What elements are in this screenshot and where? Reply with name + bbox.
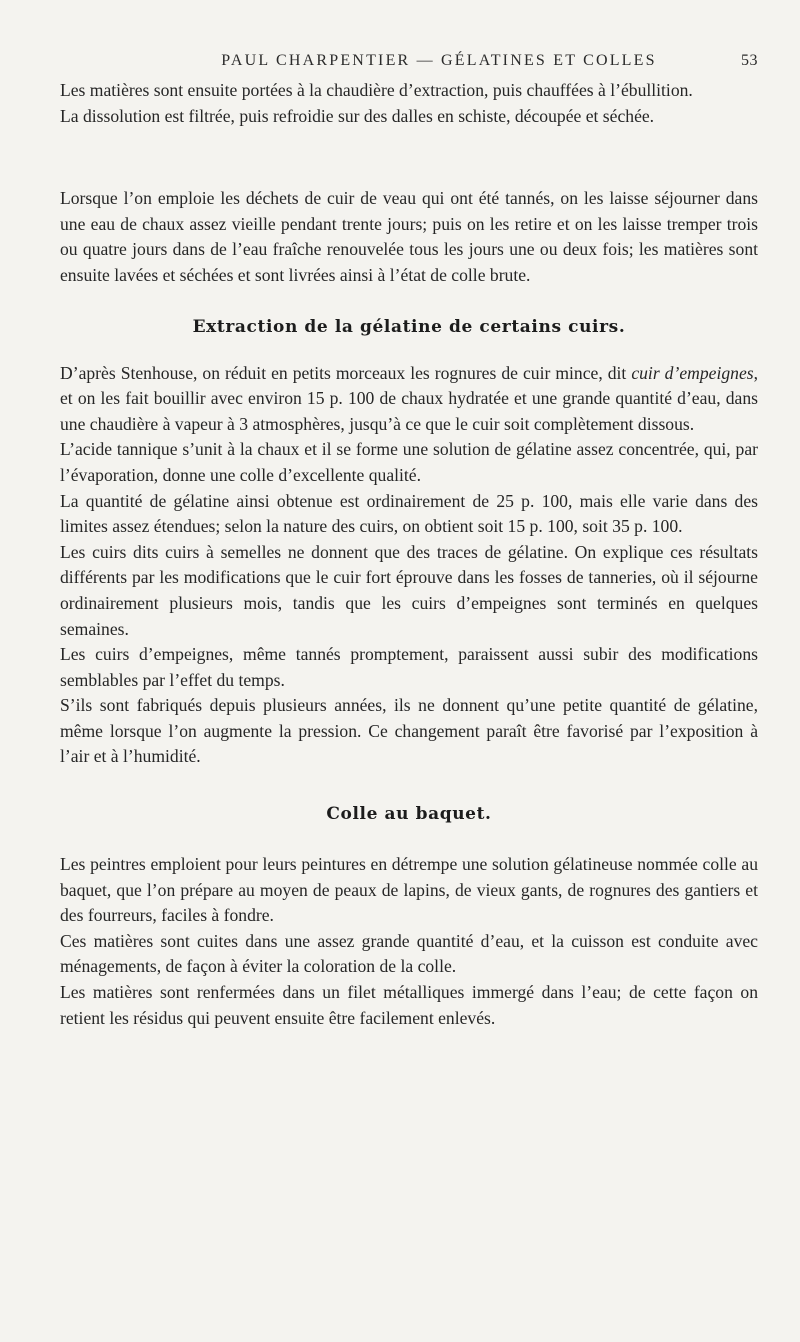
running-head bbox=[60, 52, 758, 78]
page-body bbox=[60, 78, 758, 1031]
paragraph: L’acide tannique s’unit à la chaux et il se forme une solution de gélatine assez concentrée, qui, par l’évaporation, donne une colle d’excellente qualité. bbox=[60, 439, 758, 485]
paragraph-text: D’après Stenhouse, on réduit en petits morceaux les rognures de cuir mince, dit bbox=[60, 362, 632, 383]
paragraph: Ces matières sont cuites dans une assez grande quantité d’eau, et la cuisson est conduite avec ménagements, de façon à éviter la coloration de la colle. bbox=[60, 930, 758, 977]
paragraph: Lorsque l’on emploie les déchets de cuir de veau qui ont été tannés, on les laisse séjourner dans une eau de chaux assez vieille pendant trente jours; puis on les retire et on les laisse tremper trois ou quatre jours dans de l’eau fraîche renouvelée tous les jours une ou deux fois; les matières sont ensuite lavées et séchées et sont livrées ainsi à l’état de colle brute. bbox=[60, 188, 758, 285]
paragraph: S’ils sont fabriqués depuis plusieurs années, ils ne donnent qu’une petite quantité de gélatine, même lorsque l’on augmente la pression. Ce changement paraît être favorisé par l’exposition à l’air et à l’humidité. bbox=[60, 695, 758, 767]
italic-term: cuir d’empeignes bbox=[631, 362, 754, 383]
paragraph: Les cuirs d’empeignes, même tannés promptement, paraissent aussi subir des modifications semblables par l’effet du temps. bbox=[60, 644, 758, 690]
section-heading-extraction: Extraction de la gélatine de certains cuirs. bbox=[192, 316, 626, 337]
paragraph: La quantité de gélatine ainsi obtenue est ordinairement de 25 p. 100, mais elle varie dans des limites assez étendues; selon la nature des cuirs, on obtient soit 15 p. 100, soit 35 p. 100. bbox=[60, 490, 758, 537]
paragraph: Les peintres emploient pour leurs peintures en détrempe une solution gélatineuse nommée colle au baquet, que l’on prépare au moyen de peaux de lapins, de vieux gants, de rognures des gantiers et des fourreurs, faciles à fondre. bbox=[60, 854, 758, 926]
paragraph: Les matières sont renfermées dans un filet métalliques immergé dans l’eau; de cette façon on retient les résidus qui peuvent ensuite être facilement enlevés. bbox=[60, 982, 758, 1028]
paragraph: Les cuirs dits cuirs à semelles ne donnent que des traces de gélatine. On explique ces résultats différents par les modifications que le cuir fort éprouve dans les fosses de tanneries, où il séjourne ordinairement plusieurs mois, tandis que les cuirs d’empeignes sont terminés en quelques semaines. bbox=[60, 541, 758, 639]
page-number: 53 bbox=[741, 52, 758, 69]
section-heading-baquet: Colle au baquet. bbox=[326, 804, 492, 825]
paragraph bbox=[60, 361, 758, 438]
running-head-title: PAUL CHARPENTIER — GÉLATINES ET COLLES bbox=[221, 52, 657, 69]
paragraph: Les matières sont ensuite portées à la chaudière d’extraction, puis chauffées à l’ébullition. bbox=[60, 80, 693, 100]
paragraph: La dissolution est filtrée, puis refroidie sur des dalles en schiste, découpée et séchée. bbox=[60, 105, 655, 126]
paragraph-text: , et on les fait bouillir avec environ 15 p. 100 de chaux hydratée et une grande quantité d’eau, dans une chaudière à vapeur à 3 atmosphères, jusqu’à ce que le cuir soit complètement dissous. bbox=[60, 362, 759, 434]
